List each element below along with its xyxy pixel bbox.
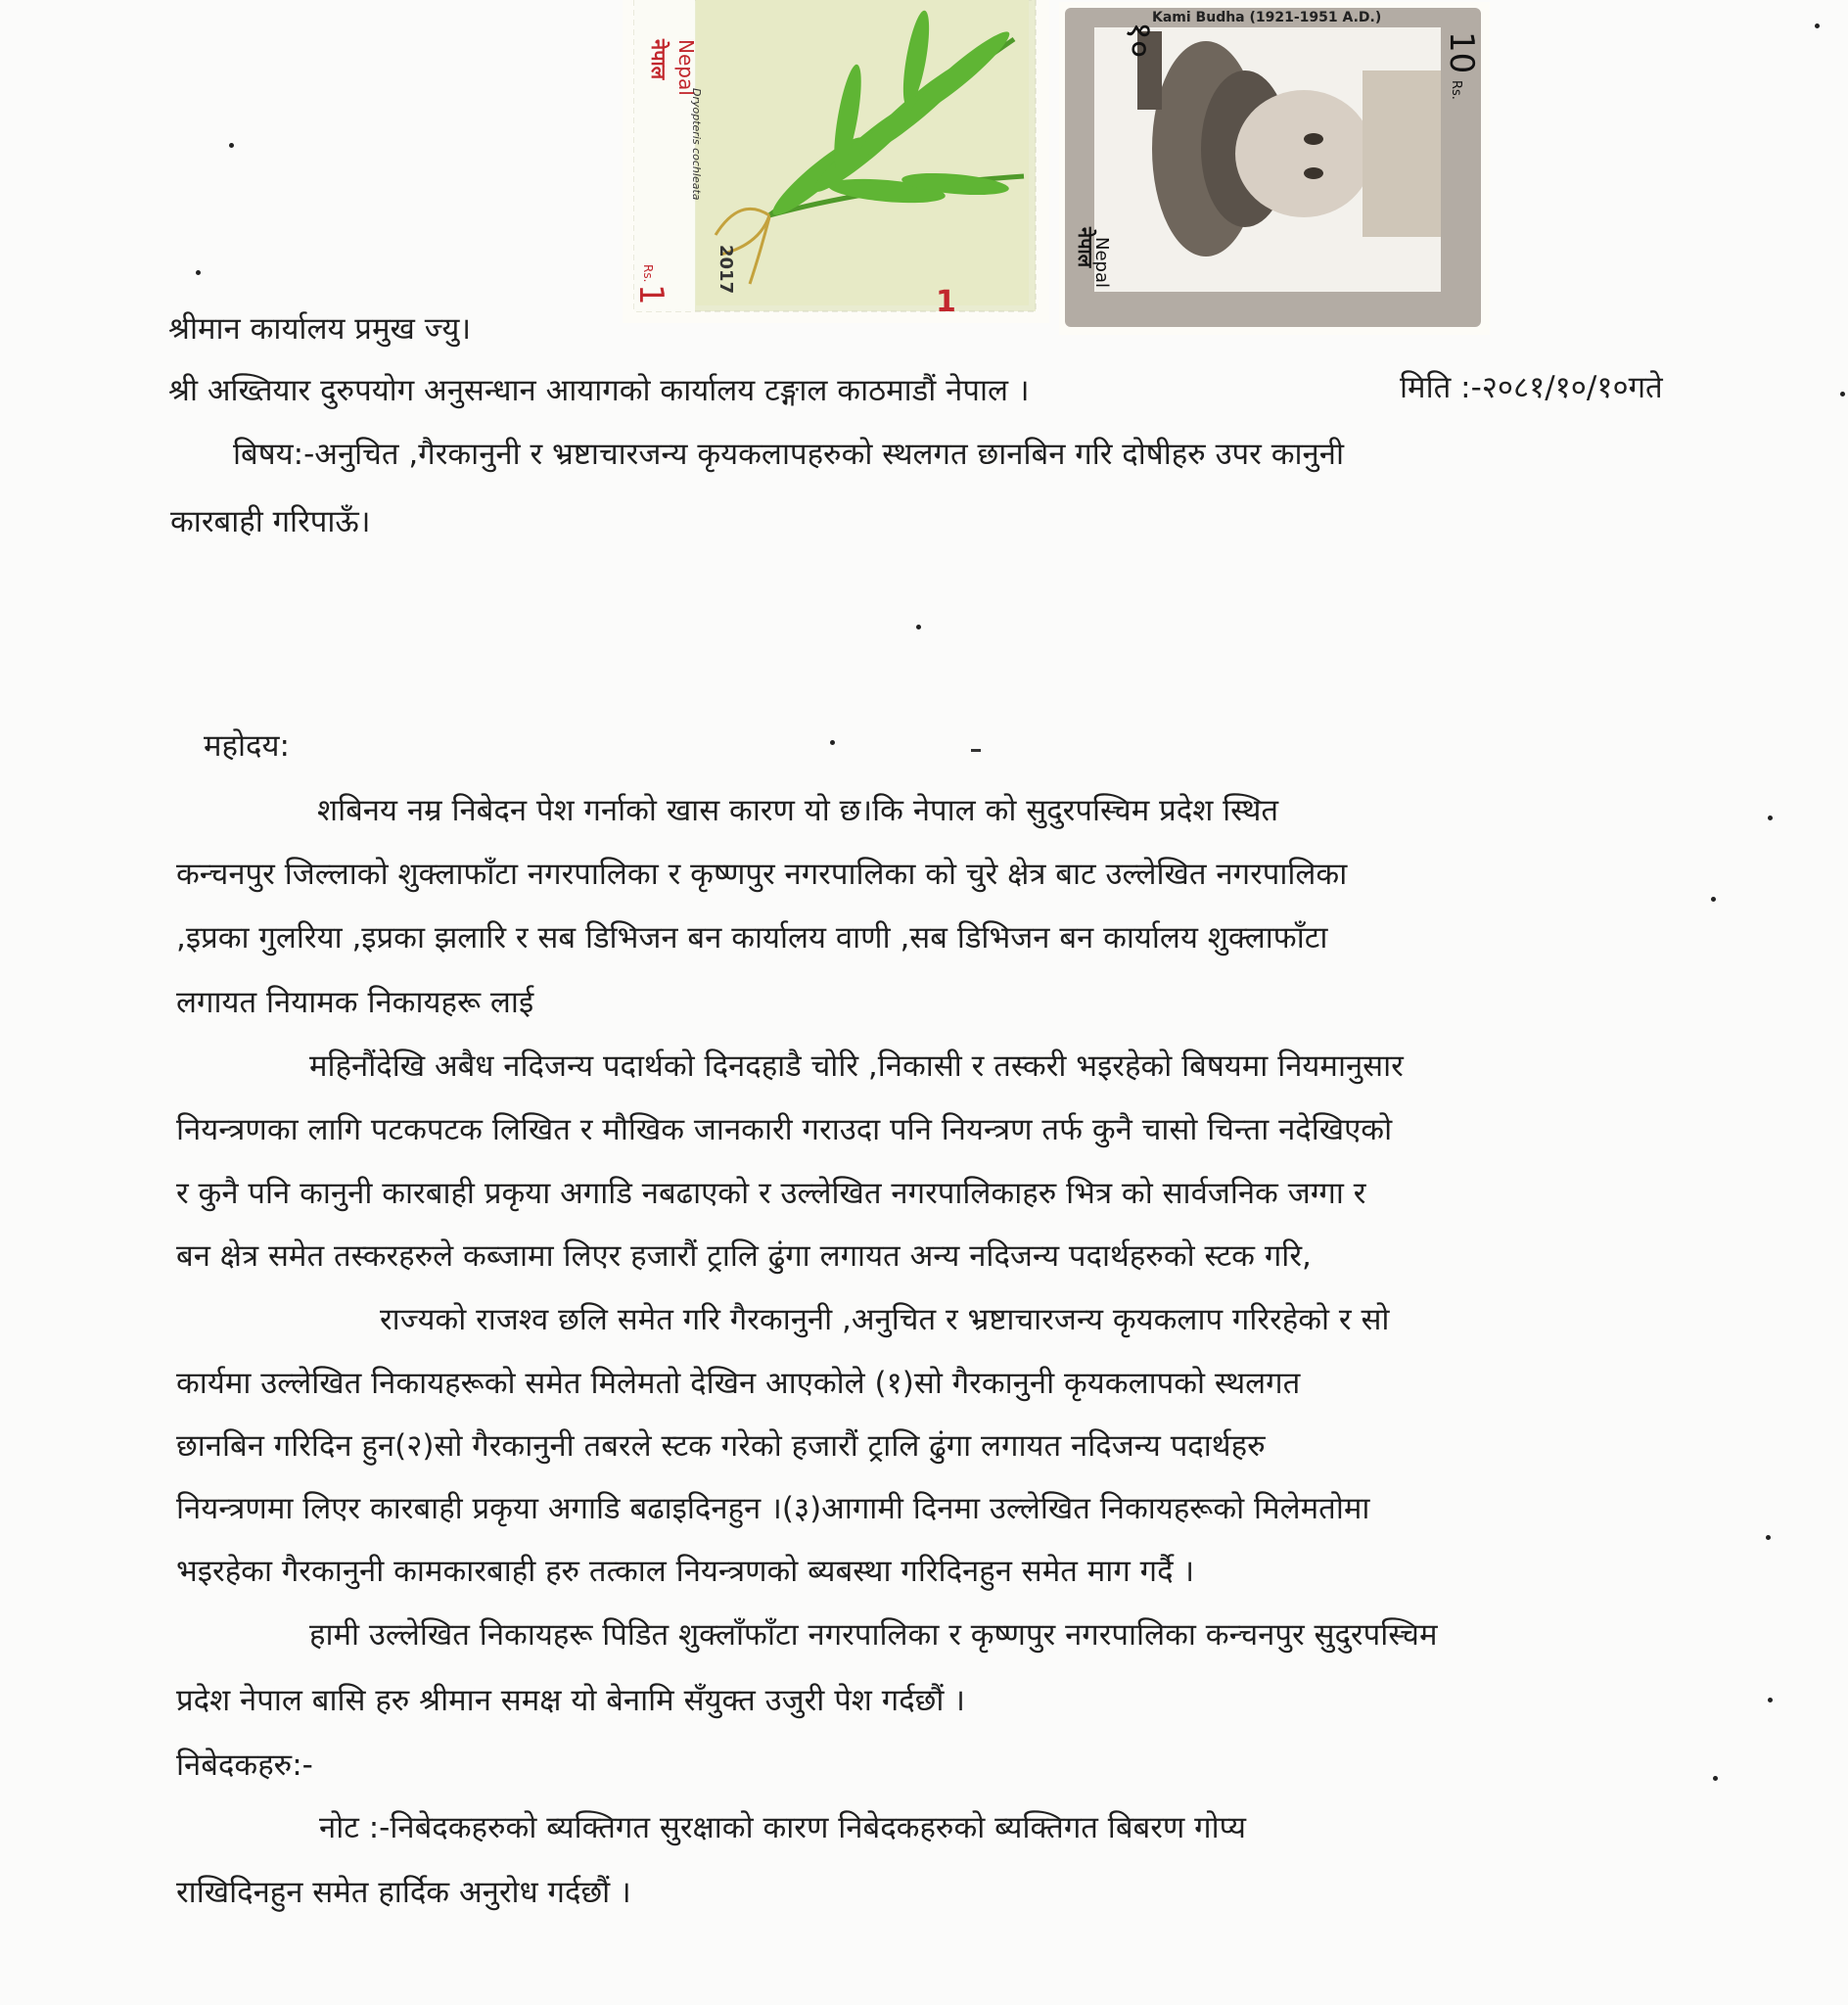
- stamp-fern-country: Nepal: [674, 39, 698, 96]
- fern-stamp-art: [623, 0, 1049, 323]
- stamp-portrait-country-nepali: नेपाल: [1074, 227, 1097, 268]
- petitioners-label: निबेदकहरु:-: [176, 1748, 313, 1783]
- scan-speck: [229, 143, 234, 148]
- scan-speck: [1768, 816, 1773, 820]
- stamp-portrait-value-nepali: १०: [1119, 22, 1159, 59]
- greeting: महोदय:: [204, 728, 290, 764]
- scan-speck: [1711, 897, 1716, 902]
- scan-speck: [196, 270, 201, 275]
- body-line: शबिनय नम्र निबेदन पेश गर्नाको खास कारण यो छ।कि नेपाल को सुदुरपस्चिम प्रदेश स्थित: [317, 793, 1279, 828]
- subject-line-2: कारबाही गरिपाऊँ।: [170, 504, 371, 539]
- body-line: र कुनै पनि कानुनी कारबाही प्रकृया अगाडि नबढाएको र उल्लेखित नगरपालिकाहरु भित्र को सार्वजनिक जग्गा र: [176, 1176, 1366, 1211]
- letter-date: मिति :-२०८१/१०/१०गते: [1400, 370, 1663, 405]
- stamp-fern-value: 1: [631, 284, 670, 305]
- scan-speck: [1766, 1535, 1771, 1540]
- stamp-fern-currency: Rs.: [641, 264, 655, 283]
- subject-line-1: बिषय:-अनुचित ,गैरकानुनी र भ्रष्टाचारजन्य कृयकलापहरुको स्थलगत छानबिन गरि दोषीहरु उपर कानुनी: [233, 437, 1344, 472]
- addressee: श्री अख्तियार दुरुपयोग अनुसन्धान आयागको कार्यालय टङ्गाल काठमाडौं नेपाल ।: [168, 373, 1030, 408]
- postage-stamp-fern: [623, 0, 1049, 323]
- body-line: नियन्त्रणमा लिएर कारबाही प्रकृया अगाडि बढाइदिनहुन ।(३)आगामी दिनमा उल्लेखित निकायहरूको मिलेमतोमा: [176, 1491, 1370, 1526]
- postage-stamp-portrait: [1059, 2, 1490, 335]
- scan-speck: [1768, 1698, 1773, 1702]
- body-line: महिनौंदेखि अबैध नदिजन्य पदार्थको दिनदहाडै चोरि ,निकासी र तस्करी भइरहेको बिषयमा नियमानुसार: [309, 1049, 1404, 1084]
- scan-speck: [830, 740, 835, 745]
- scan-speck: [916, 625, 921, 629]
- body-line: कार्यमा उल्लेखित निकायहरूको समेत मिलेमतो देखिन आएकोले (१)सो गैरकानुनी कृयकलापको स्थलगत: [176, 1366, 1301, 1401]
- scan-speck: [1840, 392, 1845, 396]
- stamp-fern-year: 2017: [716, 245, 736, 295]
- scan-mark: [971, 749, 981, 752]
- scan-speck: [1815, 23, 1820, 28]
- body-line: भइरहेका गैरकानुनी कामकारबाही हरु तत्काल नियन्त्रणको ब्यबस्था गरिदिनहुन समेत माग गर्दै ।: [176, 1554, 1195, 1589]
- note-line-1: नोट :-निबेदकहरुको ब्यक्तिगत सुरक्षाको कारण निबेदकहरुको ब्यक्तिगत बिबरण गोप्य: [319, 1810, 1246, 1845]
- stamp-portrait-caption: Kami Budha (1921-1951 A.D.): [1152, 10, 1382, 25]
- body-line: नियन्त्रणका लागि पटकपटक लिखित र मौखिक जानकारी गराउदा पनि नियन्त्रण तर्फ कुनै चासो चिन्ता नदेखिएको: [176, 1112, 1393, 1147]
- body-line: बन क्षेत्र समेत तस्करहरुले कब्जामा लिएर हजारौं ट्रालि ढुंगा लगायत अन्य नदिजन्य पदार्थहरुको स्टक गरि,: [176, 1238, 1312, 1274]
- scan-speck: [1713, 1776, 1718, 1781]
- stamp-portrait-currency: Rs.: [1449, 80, 1463, 100]
- salutation: श्रीमान कार्यालय प्रमुख ज्यु।: [168, 311, 472, 347]
- body-line: छानबिन गरिदिन हुन(२)सो गैरकानुनी तबरले स्टक गरेको हजारौं ट्रालि ढुंगा लगायत नदिजन्य पदार्थहरु: [176, 1428, 1266, 1464]
- note-line-2: राखिदिनहुन समेत हार्दिक अनुरोध गर्दछौं ।: [176, 1875, 631, 1910]
- body-line: ,इप्रका गुलरिया ,इप्रका झलारि र सब डिभिजन बन कार्यालय वाणी ,सब डिभिजन बन कार्यालय शुक्लाफाँटा: [176, 920, 1328, 956]
- stamp-fern-country-nepali: नेपाल: [647, 39, 670, 80]
- portrait-stamp-art: [1059, 2, 1490, 335]
- stamp-portrait-country: Nepal: [1091, 237, 1112, 288]
- stamp-fern-species: Dryopteris cochleata: [690, 88, 703, 201]
- stamp-portrait-value: 10: [1442, 31, 1481, 74]
- body-line: लगायत नियामक निकायहरू लाई: [176, 985, 534, 1020]
- body-line: हामी उल्लेखित निकायहरू पिडित शुक्लाँफाँटा नगरपालिका र कृष्णपुर नगरपालिका कन्चनपुर सुदुरपस्चिम: [309, 1617, 1438, 1653]
- stamp-fern-value-large: 1: [936, 285, 956, 319]
- body-line: प्रदेश नेपाल बासि हरु श्रीमान समक्ष यो बेनामि सँयुक्त उजुरी पेश गर्दछौं ।: [176, 1683, 966, 1718]
- body-line: राज्यको राजश्व छलि समेत गरि गैरकानुनी ,अनुचित र भ्रष्टाचारजन्य कृयकलाप गरिरहेको र सो: [380, 1302, 1390, 1337]
- body-line: कन्चनपुर जिल्लाको शुक्लाफाँटा नगरपालिका र कृष्णपुर नगरपालिका को चुरे क्षेत्र बाट उल्लेखित नगरपालिका: [176, 857, 1348, 892]
